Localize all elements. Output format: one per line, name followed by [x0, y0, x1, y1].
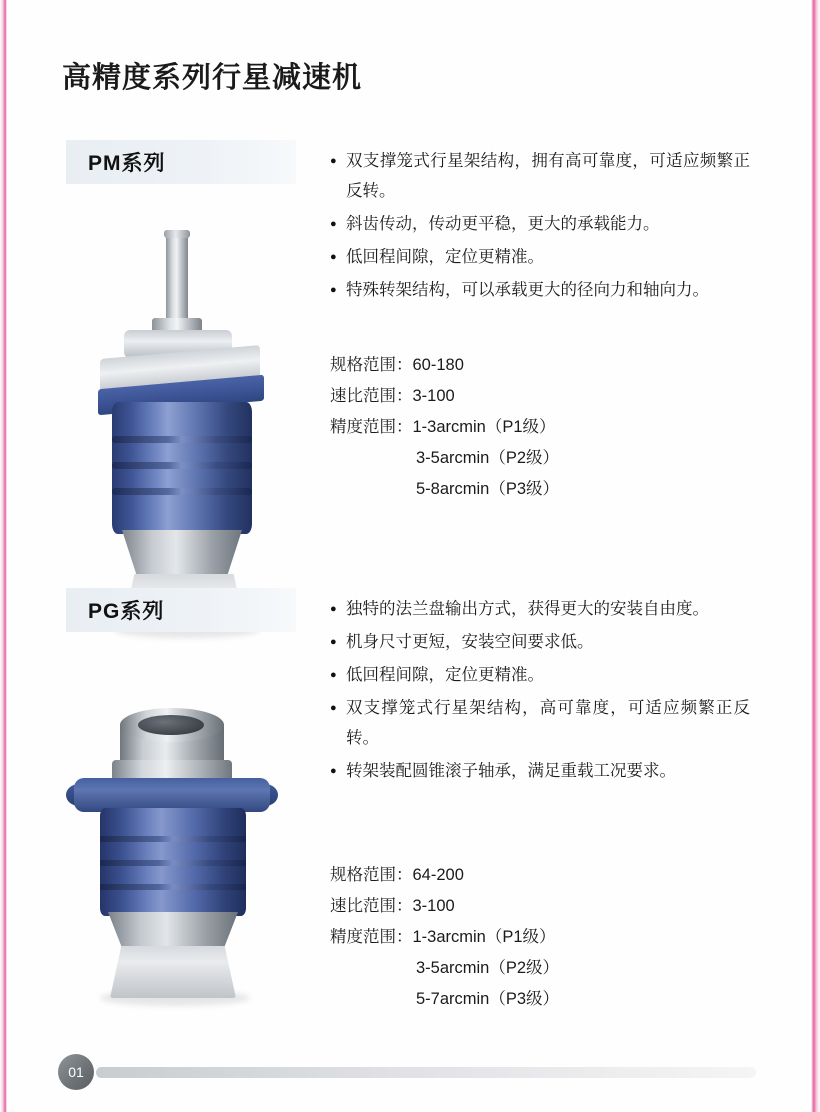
page-edge-accent-left — [0, 0, 7, 1112]
output-flange — [74, 778, 270, 812]
housing-ring-3 — [100, 884, 246, 890]
feature-item: ● 独特的法兰盘输出方式，获得更大的安装自由度。 — [330, 594, 750, 624]
product-image-pm — [78, 230, 308, 650]
page-edge-accent-right — [811, 0, 820, 1112]
series-label-pm: PM系列 — [88, 152, 166, 175]
motor-adapter-base — [110, 946, 236, 998]
series-tag-pg — [66, 588, 296, 632]
series-label-pg: PG系列 — [88, 600, 165, 623]
spec-item: 5-7arcmin（P3级） — [416, 990, 560, 1008]
feature-item: ● 斜齿传动，传动更平稳，更大的承载能力。 — [330, 209, 750, 239]
output-bore — [138, 715, 204, 735]
spec-item: 精度范围：1-3arcmin（P1级） — [330, 418, 556, 436]
page-footer — [0, 1054, 820, 1094]
feature-item: ● 低回程间隙，定位更精准。 — [330, 242, 750, 272]
output-shaft — [166, 234, 188, 326]
spec-item: 规格范围：60-180 — [330, 356, 464, 374]
page-title: 高精度系列行星减速机 — [62, 62, 363, 95]
product-image-pg — [60, 708, 310, 1048]
shaft-cap — [164, 230, 190, 238]
housing-ring-1 — [112, 436, 252, 443]
feature-item: ● 特殊转架结构，可以承载更大的径向力和轴向力。 — [330, 275, 750, 305]
spec-item: 规格范围：64-200 — [330, 866, 464, 884]
feature-item: ● 双支撑笼式行星架结构，高可靠度，可适应频繁正反转。 — [330, 693, 750, 753]
feature-item: ● 低回程间隙，定位更精准。 — [330, 660, 750, 690]
feature-list-pm — [330, 146, 750, 308]
spec-list-pg — [330, 860, 760, 1015]
feature-list-pg — [330, 594, 750, 789]
spec-item: 精度范围：1-3arcmin（P1级） — [330, 928, 556, 946]
footer-rule — [96, 1067, 756, 1078]
feature-item: ● 机身尺寸更短，安装空间要求低。 — [330, 627, 750, 657]
housing-ring-3 — [112, 488, 252, 495]
spec-item: 速比范围：3-100 — [330, 387, 455, 405]
spec-item: 3-5arcmin（P2级） — [416, 449, 560, 467]
housing-ring-1 — [100, 836, 246, 842]
page-number: 01 — [58, 1054, 94, 1090]
housing-ring-2 — [100, 860, 246, 866]
spec-list-pm — [330, 350, 760, 505]
spec-item: 3-5arcmin（P2级） — [416, 959, 560, 977]
housing-ring-2 — [112, 462, 252, 469]
feature-item: ● 转架装配圆锥滚子轴承，满足重载工况要求。 — [330, 756, 750, 786]
series-tag-pm — [66, 140, 296, 184]
feature-item: ● 双支撑笼式行星架结构，拥有高可靠度，可适应频繁正反转。 — [330, 146, 750, 206]
spec-item: 5-8arcmin（P3级） — [416, 480, 560, 498]
spec-item: 速比范围：3-100 — [330, 897, 455, 915]
